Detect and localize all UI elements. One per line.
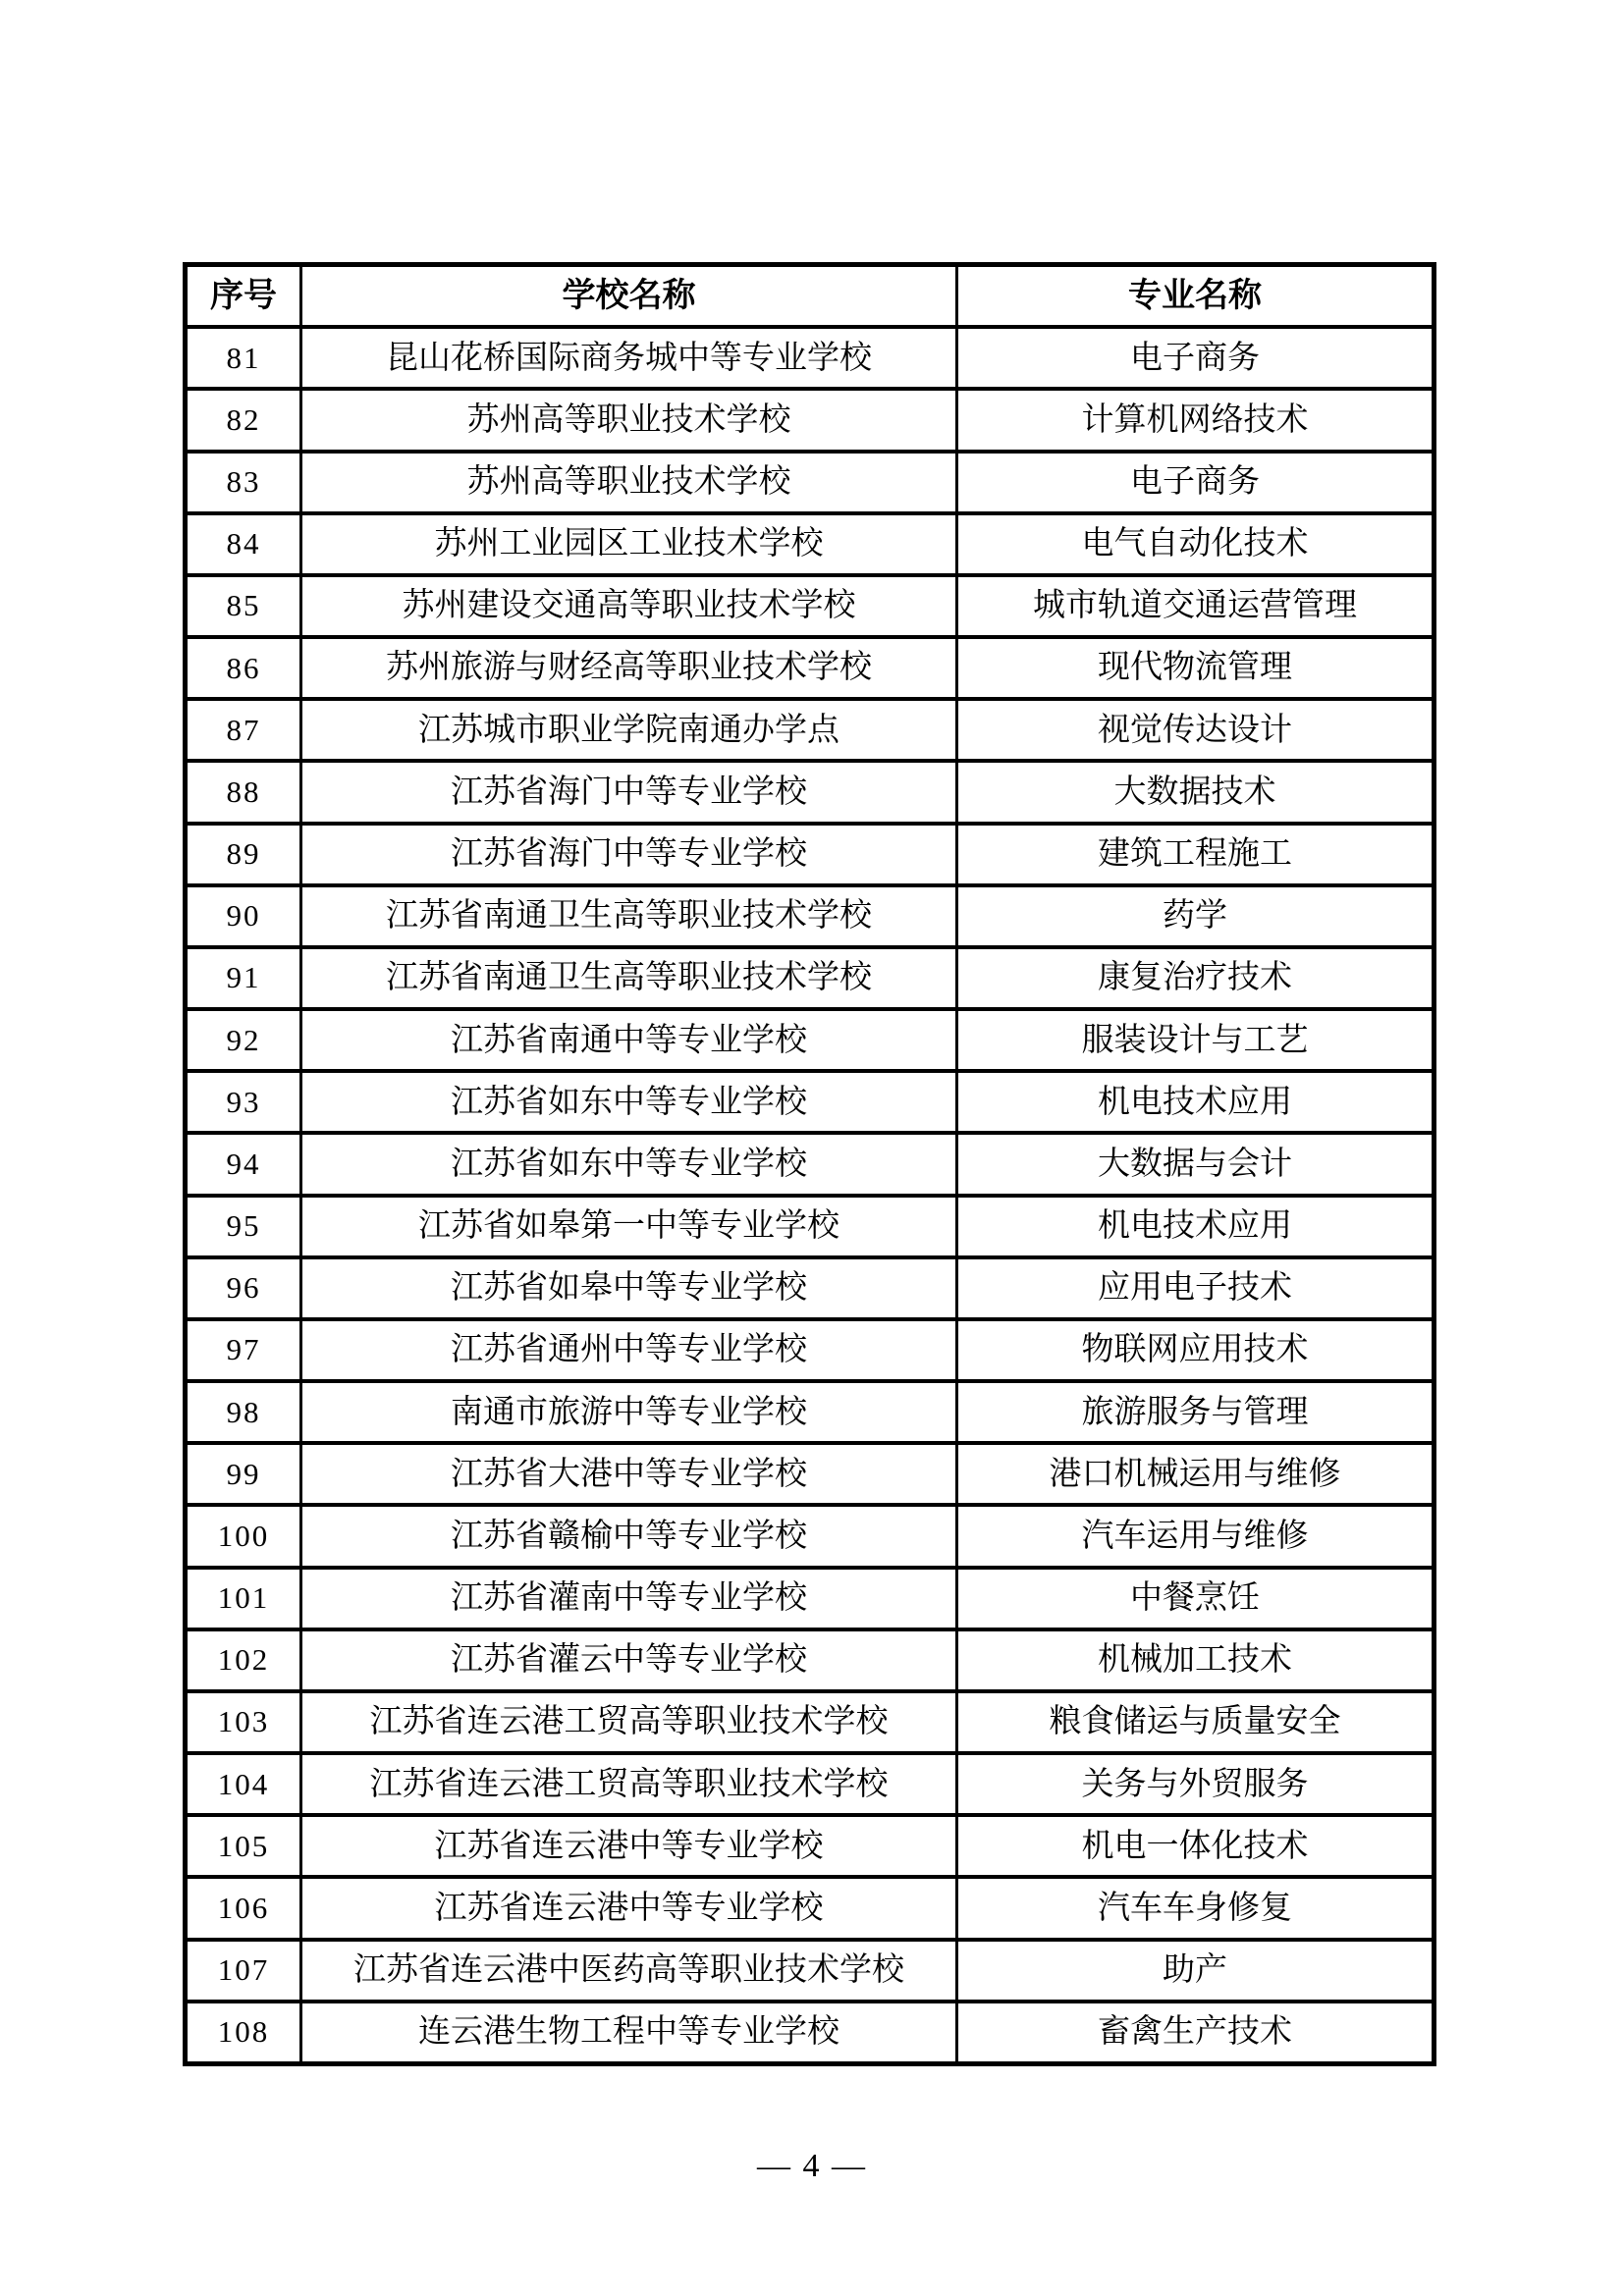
major-name-cell: 现代物流管理 bbox=[958, 639, 1432, 697]
major-name-cell: 电子商务 bbox=[958, 454, 1432, 511]
major-name-cell: 大数据技术 bbox=[958, 763, 1432, 821]
major-name-cell: 机电一体化技术 bbox=[958, 1817, 1432, 1875]
major-name-cell: 旅游服务与管理 bbox=[958, 1383, 1432, 1441]
column-header-no: 序号 bbox=[188, 267, 299, 325]
row-number-cell: 85 bbox=[188, 577, 299, 635]
major-name-cell: 视觉传达设计 bbox=[958, 701, 1432, 759]
major-name-cell: 应用电子技术 bbox=[958, 1259, 1432, 1317]
school-name-cell: 江苏城市职业学院南通办学点 bbox=[302, 701, 955, 759]
row-number-cell: 91 bbox=[188, 949, 299, 1007]
school-name-cell: 苏州工业园区工业技术学校 bbox=[302, 515, 955, 573]
row-number-cell: 89 bbox=[188, 826, 299, 883]
school-name-cell: 江苏省灌云中等专业学校 bbox=[302, 1631, 955, 1689]
schools-table bbox=[183, 262, 1436, 2066]
school-name-cell: 江苏省如皋第一中等专业学校 bbox=[302, 1198, 955, 1255]
major-name-cell: 物联网应用技术 bbox=[958, 1321, 1432, 1379]
row-number-cell: 105 bbox=[188, 1817, 299, 1875]
row-number-cell: 101 bbox=[188, 1570, 299, 1628]
row-number-cell: 106 bbox=[188, 1879, 299, 1937]
school-name-cell: 江苏省南通卫生高等职业技术学校 bbox=[302, 949, 955, 1007]
school-name-cell: 江苏省灌南中等专业学校 bbox=[302, 1570, 955, 1628]
school-name-cell: 江苏省大港中等专业学校 bbox=[302, 1445, 955, 1503]
school-name-cell: 江苏省如皋中等专业学校 bbox=[302, 1259, 955, 1317]
major-name-cell: 康复治疗技术 bbox=[958, 949, 1432, 1007]
major-name-cell: 粮食储运与质量安全 bbox=[958, 1693, 1432, 1751]
school-name-cell: 南通市旅游中等专业学校 bbox=[302, 1383, 955, 1441]
row-number-cell: 104 bbox=[188, 1755, 299, 1813]
school-name-cell: 江苏省连云港中医药高等职业技术学校 bbox=[302, 1942, 955, 2000]
major-name-cell: 助产 bbox=[958, 1942, 1432, 2000]
school-name-cell: 苏州建设交通高等职业技术学校 bbox=[302, 577, 955, 635]
major-name-cell: 建筑工程施工 bbox=[958, 826, 1432, 883]
row-number-cell: 81 bbox=[188, 329, 299, 387]
page-number: — 4 — bbox=[757, 2148, 867, 2184]
major-name-cell: 关务与外贸服务 bbox=[958, 1755, 1432, 1813]
major-name-cell: 机械加工技术 bbox=[958, 1631, 1432, 1689]
major-name-cell: 畜禽生产技术 bbox=[958, 2003, 1432, 2061]
school-name-cell: 昆山花桥国际商务城中等专业学校 bbox=[302, 329, 955, 387]
major-name-cell: 机电技术应用 bbox=[958, 1198, 1432, 1255]
major-name-cell: 港口机械运用与维修 bbox=[958, 1445, 1432, 1503]
school-name-cell: 江苏省通州中等专业学校 bbox=[302, 1321, 955, 1379]
row-number-cell: 92 bbox=[188, 1011, 299, 1069]
major-name-cell: 计算机网络技术 bbox=[958, 391, 1432, 449]
school-name-cell: 苏州高等职业技术学校 bbox=[302, 454, 955, 511]
row-number-cell: 87 bbox=[188, 701, 299, 759]
major-name-cell: 电子商务 bbox=[958, 329, 1432, 387]
column-header-school: 学校名称 bbox=[302, 267, 955, 325]
row-number-cell: 82 bbox=[188, 391, 299, 449]
row-number-cell: 88 bbox=[188, 763, 299, 821]
row-number-cell: 100 bbox=[188, 1507, 299, 1565]
row-number-cell: 90 bbox=[188, 887, 299, 945]
row-number-cell: 95 bbox=[188, 1198, 299, 1255]
column-header-major: 专业名称 bbox=[958, 267, 1432, 325]
major-name-cell: 城市轨道交通运营管理 bbox=[958, 577, 1432, 635]
row-number-cell: 97 bbox=[188, 1321, 299, 1379]
school-name-cell: 江苏省如东中等专业学校 bbox=[302, 1073, 955, 1131]
row-number-cell: 107 bbox=[188, 1942, 299, 2000]
row-number-cell: 96 bbox=[188, 1259, 299, 1317]
row-number-cell: 93 bbox=[188, 1073, 299, 1131]
major-name-cell: 药学 bbox=[958, 887, 1432, 945]
row-number-cell: 99 bbox=[188, 1445, 299, 1503]
major-name-cell: 电气自动化技术 bbox=[958, 515, 1432, 573]
school-name-cell: 苏州旅游与财经高等职业技术学校 bbox=[302, 639, 955, 697]
major-name-cell: 汽车运用与维修 bbox=[958, 1507, 1432, 1565]
school-name-cell: 江苏省连云港中等专业学校 bbox=[302, 1879, 955, 1937]
row-number-cell: 94 bbox=[188, 1135, 299, 1193]
major-name-cell: 机电技术应用 bbox=[958, 1073, 1432, 1131]
school-name-cell: 江苏省南通中等专业学校 bbox=[302, 1011, 955, 1069]
row-number-cell: 103 bbox=[188, 1693, 299, 1751]
school-name-cell: 苏州高等职业技术学校 bbox=[302, 391, 955, 449]
major-name-cell: 大数据与会计 bbox=[958, 1135, 1432, 1193]
row-number-cell: 102 bbox=[188, 1631, 299, 1689]
row-number-cell: 108 bbox=[188, 2003, 299, 2061]
school-name-cell: 江苏省赣榆中等专业学校 bbox=[302, 1507, 955, 1565]
major-name-cell: 汽车车身修复 bbox=[958, 1879, 1432, 1937]
major-name-cell: 服装设计与工艺 bbox=[958, 1011, 1432, 1069]
school-name-cell: 江苏省连云港工贸高等职业技术学校 bbox=[302, 1755, 955, 1813]
school-name-cell: 江苏省海门中等专业学校 bbox=[302, 763, 955, 821]
school-name-cell: 江苏省连云港中等专业学校 bbox=[302, 1817, 955, 1875]
major-name-cell: 中餐烹饪 bbox=[958, 1570, 1432, 1628]
row-number-cell: 83 bbox=[188, 454, 299, 511]
school-name-cell: 江苏省连云港工贸高等职业技术学校 bbox=[302, 1693, 955, 1751]
school-name-cell: 江苏省如东中等专业学校 bbox=[302, 1135, 955, 1193]
row-number-cell: 84 bbox=[188, 515, 299, 573]
row-number-cell: 98 bbox=[188, 1383, 299, 1441]
row-number-cell: 86 bbox=[188, 639, 299, 697]
school-name-cell: 江苏省海门中等专业学校 bbox=[302, 826, 955, 883]
school-name-cell: 连云港生物工程中等专业学校 bbox=[302, 2003, 955, 2061]
school-name-cell: 江苏省南通卫生高等职业技术学校 bbox=[302, 887, 955, 945]
